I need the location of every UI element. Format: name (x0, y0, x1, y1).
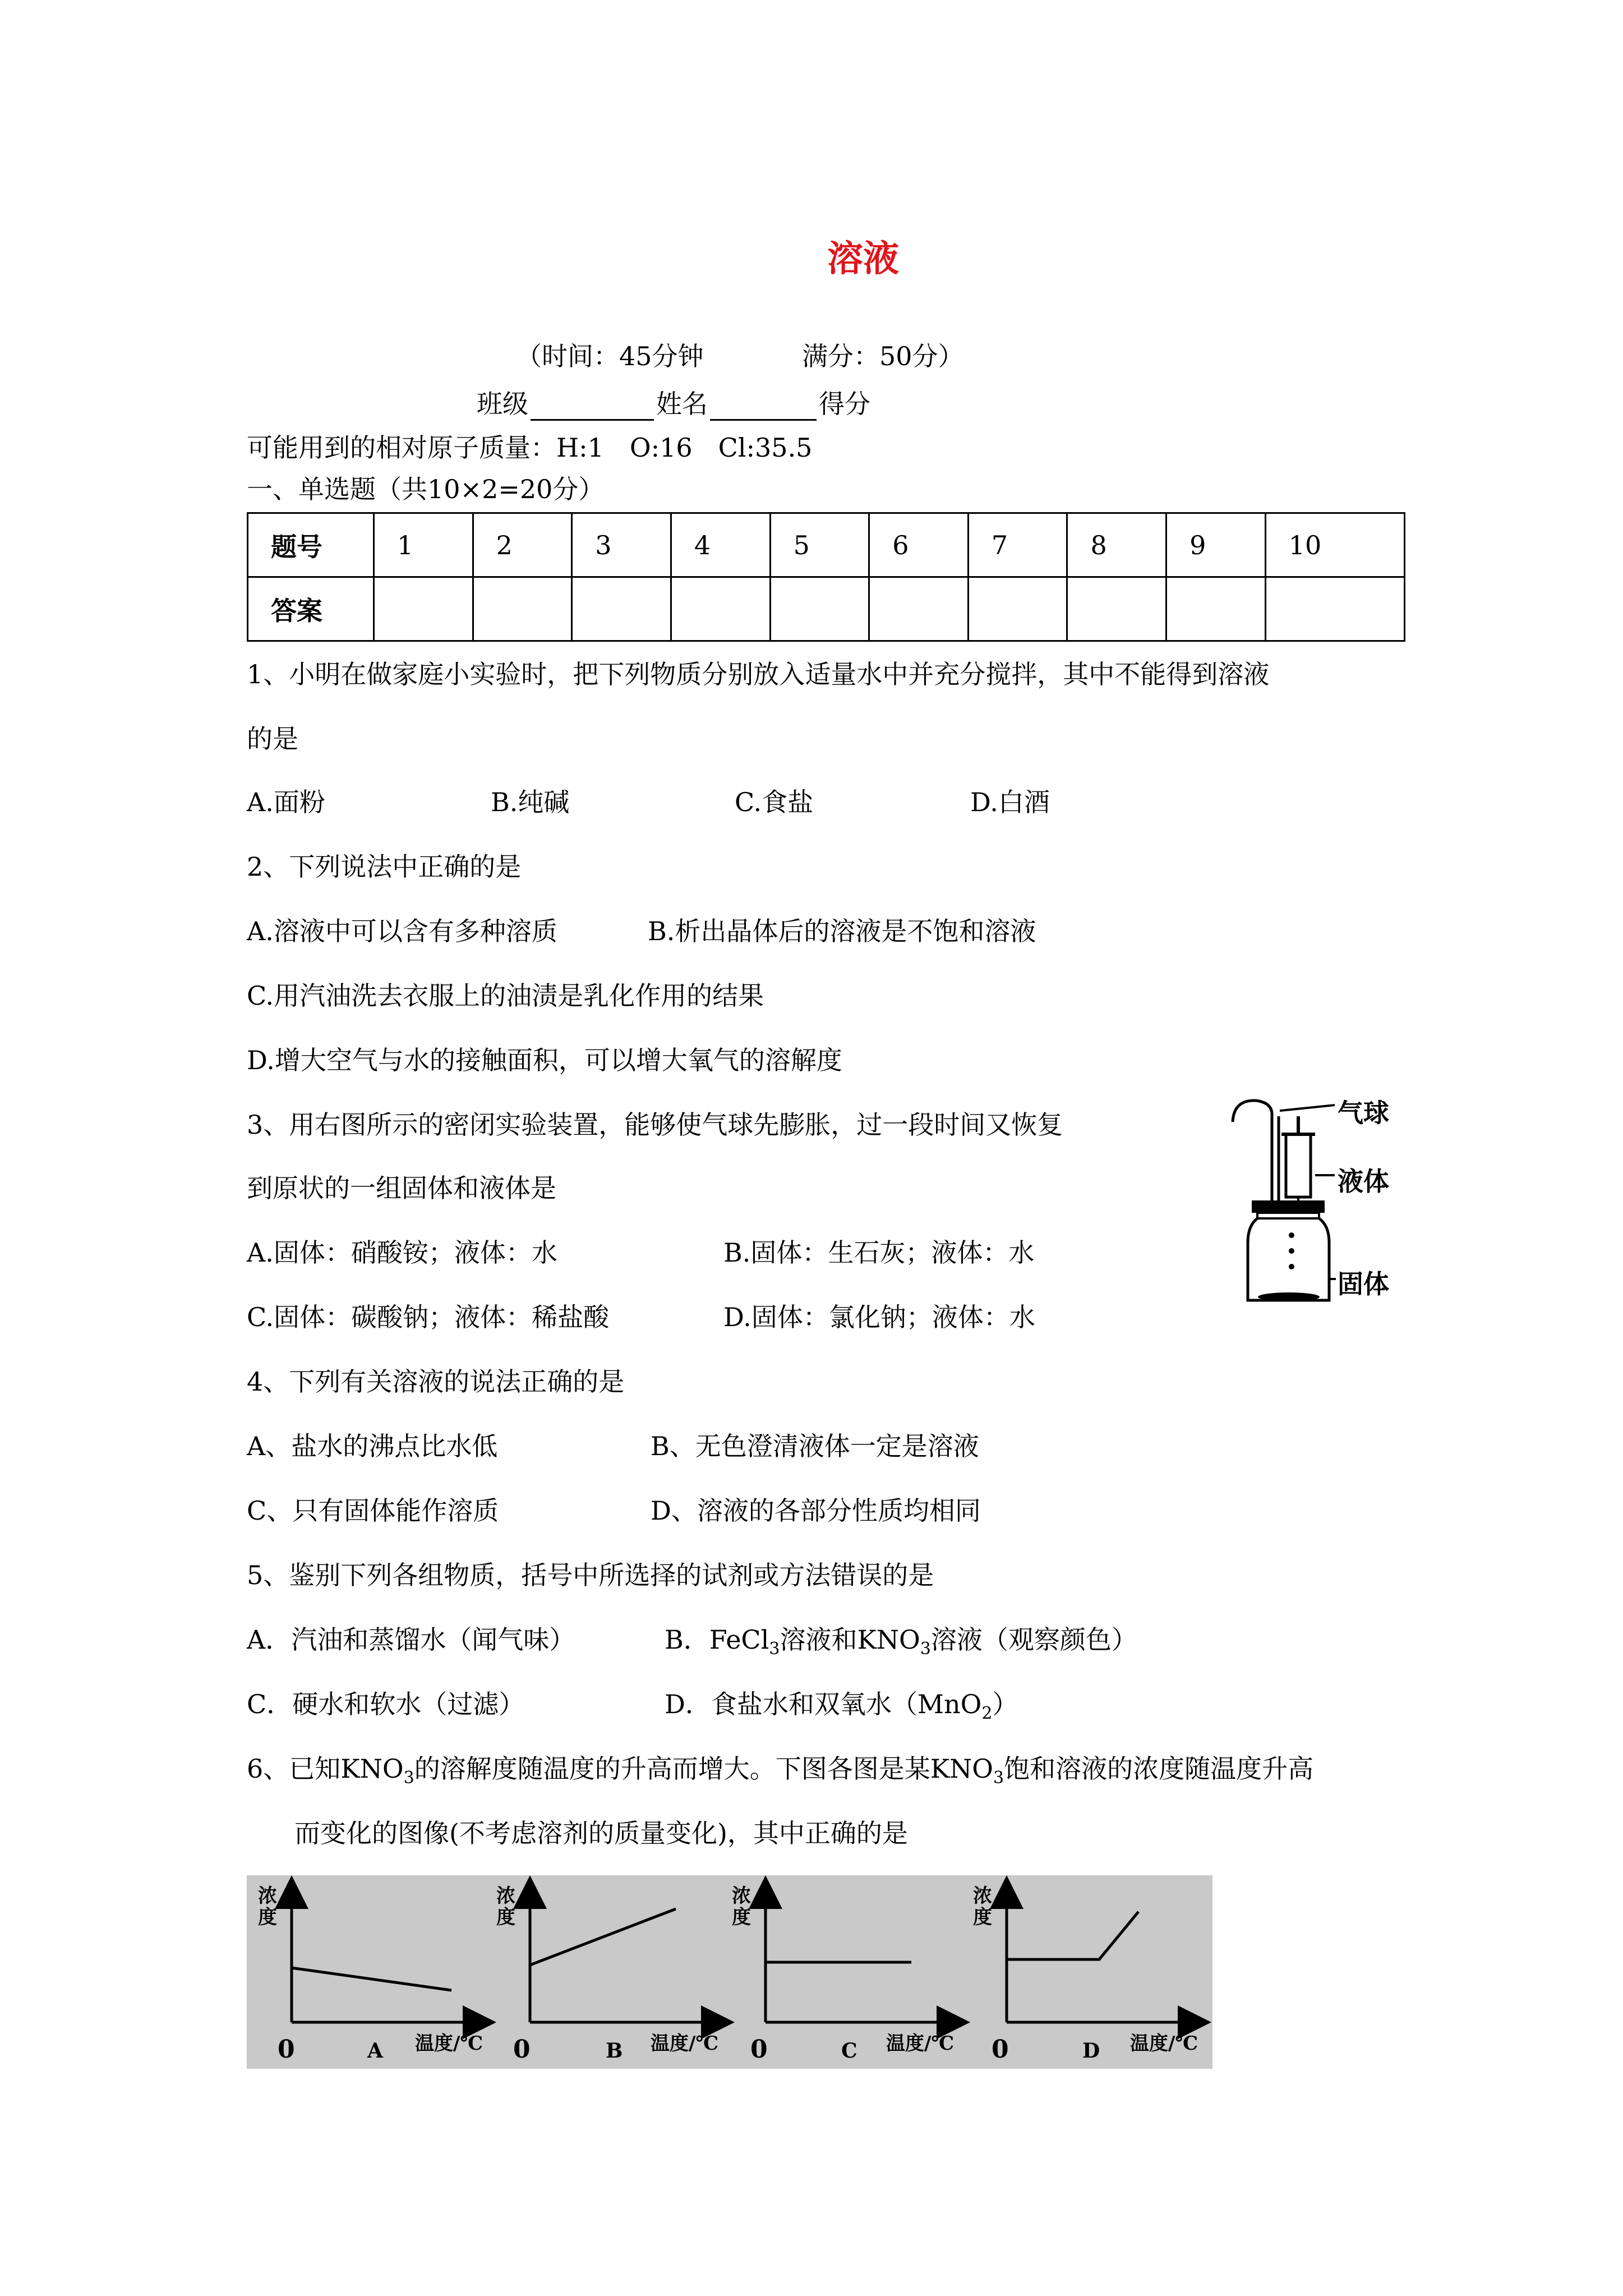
question-number: 8 (1067, 513, 1166, 577)
graph-d (1007, 1892, 1195, 2022)
q5-option-d: D．食盐水和双氧水（MnO$_2$） (665, 1689, 1018, 1724)
graph-c (766, 1892, 953, 2022)
question-number: 2 (473, 513, 572, 577)
q1-option-b: B.纯碱 (491, 787, 570, 817)
answer-cell[interactable] (869, 577, 969, 641)
graph-d-label: D (1082, 2039, 1100, 2063)
q4-stem: 4、下列有关溶液的说法正确的是 (247, 1366, 625, 1397)
row-header-answer: 答案 (248, 577, 374, 641)
graph-c-x-label: 温度/℃ (886, 2032, 955, 2055)
score-label: 得分 (819, 389, 870, 419)
syringe-icon (1286, 1134, 1311, 1197)
page-title: 溶液 (827, 238, 899, 280)
student-info-line (477, 387, 870, 421)
graph-d-origin: 0 (992, 2035, 1009, 2064)
answer-table-number-row (248, 513, 1405, 577)
graph-d-y-label: 浓度 (973, 1885, 992, 1929)
liquid-label: 液体 (1338, 1166, 1389, 1197)
answer-cell[interactable] (572, 577, 671, 641)
name-blank[interactable] (710, 392, 817, 421)
q4-option-a: A、盐水的沸点比水低 (247, 1431, 498, 1461)
q1-option-a: A.面粉 (247, 787, 325, 817)
q2-option-d: D.增大空气与水的接触面积，可以增大氧气的溶解度 (247, 1045, 842, 1075)
q4-option-c: C、只有固体能作溶质 (247, 1496, 499, 1526)
class-blank[interactable] (531, 392, 654, 421)
graph-b-origin: 0 (513, 2035, 531, 2064)
question-number: 9 (1166, 513, 1266, 577)
graph-a-origin: 0 (278, 2035, 295, 2064)
q6-stem-line1: 6、已知$KNO_3$的溶解度随温度的升高而增大。下图各图是某$KNO_3$饱和溶液的浓度随温度升高 (247, 1754, 1314, 1788)
q3-stem-line1: 3、用右图所示的密闭实验装置，能够使气球先膨胀，过一段时间又恢复 (247, 1110, 1063, 1140)
q1-option-c: C.食盐 (735, 787, 814, 817)
graph-a (292, 1892, 479, 2022)
graph-a-label: A (367, 2039, 383, 2063)
q2-option-c: C.用汽油洗去衣服上的油渍是乳化作用的结果 (247, 981, 764, 1011)
exam-time: （时间：45分钟 (516, 341, 704, 371)
question-number: 6 (869, 513, 969, 577)
q3-option-b: B.固体：生石灰；液体：水 (723, 1237, 1035, 1268)
graphs-figure (247, 1875, 1212, 2069)
graph-c-label: C (841, 2039, 857, 2063)
graph-d-line (1007, 1912, 1138, 1959)
answer-cell[interactable] (968, 577, 1067, 641)
q2-option-b: B.析出晶体后的溶液是不饱和溶液 (648, 916, 1036, 946)
graph-c-origin: 0 (750, 2035, 768, 2064)
graph-b-y-label: 浓度 (496, 1885, 515, 1929)
graphs-svg (247, 1875, 1212, 2069)
question-number: 1 (374, 513, 473, 577)
question-number: 7 (968, 513, 1067, 577)
answer-cell[interactable] (1166, 577, 1266, 641)
graph-b (530, 1892, 718, 2022)
question-number: 5 (770, 513, 869, 577)
q5-option-a: A．汽油和蒸馏水（闻气味） (247, 1625, 575, 1655)
q1-stem-line1: 1、小明在做家庭小实验时，把下列物质分别放入适量水中并充分搅拌，其中不能得到溶液 (247, 659, 1270, 689)
q4-option-d: D、溶液的各部分性质均相同 (651, 1496, 981, 1526)
class-label: 班级 (477, 389, 528, 419)
answer-cell[interactable] (1265, 577, 1404, 641)
q3-option-c: C.固体：碳酸钠；液体：稀盐酸 (247, 1302, 610, 1332)
question-number: 4 (671, 513, 770, 577)
answer-table-answer-row (248, 577, 1405, 641)
graph-b-line (530, 1909, 676, 1965)
answer-cell[interactable] (770, 577, 869, 641)
flask-icon (1248, 1218, 1329, 1300)
q2-option-a: A.溶液中可以含有多种溶质 (247, 916, 557, 946)
section-1-heading: 一、单选题（共10×2=20分） (247, 474, 605, 504)
exam-full-score: 满分：50分） (802, 341, 964, 371)
question-number: 3 (572, 513, 671, 577)
q3-option-d: D.固体：氯化钠；液体：水 (723, 1302, 1035, 1332)
name-label: 姓名 (656, 389, 708, 419)
graph-c-y-label: 浓度 (732, 1885, 751, 1929)
atomic-mass: 可能用到的相对原子质量：H:1 O:16 Cl:35.5 (247, 432, 813, 463)
q6-stem-line2: 而变化的图像(不考虑溶剂的质量变化)，其中正确的是 (294, 1818, 908, 1848)
q5-option-b: B．FeCl$_3$溶液和$KNO_3$溶液（观察颜色） (665, 1625, 1137, 1659)
solid-label: 固体 (1338, 1269, 1389, 1299)
q1-option-d: D.白酒 (970, 787, 1050, 817)
q2-stem: 2、下列说法中正确的是 (247, 852, 522, 882)
q5-option-c: C．硬水和软水（过滤） (247, 1689, 525, 1719)
graph-a-y-label: 浓度 (258, 1885, 277, 1929)
question-number: 10 (1265, 513, 1404, 577)
balloon-label: 气球 (1338, 1098, 1389, 1128)
q3-option-a: A.固体：硝酸铵；液体：水 (247, 1237, 557, 1268)
graph-b-x-label: 温度/℃ (651, 2032, 719, 2055)
balloon-icon (1233, 1101, 1272, 1122)
answer-cell[interactable] (473, 577, 572, 641)
row-header-number: 题号 (248, 513, 374, 577)
q4-option-b: B、无色澄清液体一定是溶液 (651, 1431, 979, 1461)
q1-stem-line2: 的是 (247, 724, 298, 754)
graph-d-x-label: 温度/℃ (1130, 2032, 1198, 2055)
graph-a-x-label: 温度/℃ (415, 2032, 483, 2055)
q5-stem: 5、鉴别下列各组物质，括号中所选择的试剂或方法错误的是 (247, 1560, 934, 1590)
graph-b-label: B (606, 2039, 623, 2063)
answer-cell[interactable] (671, 577, 770, 641)
q3-stem-line2: 到原状的一组固体和液体是 (247, 1173, 556, 1203)
graph-a-line (292, 1968, 451, 1990)
answer-cell[interactable] (374, 577, 473, 641)
answer-cell[interactable] (1067, 577, 1166, 641)
answer-table (247, 512, 1405, 642)
